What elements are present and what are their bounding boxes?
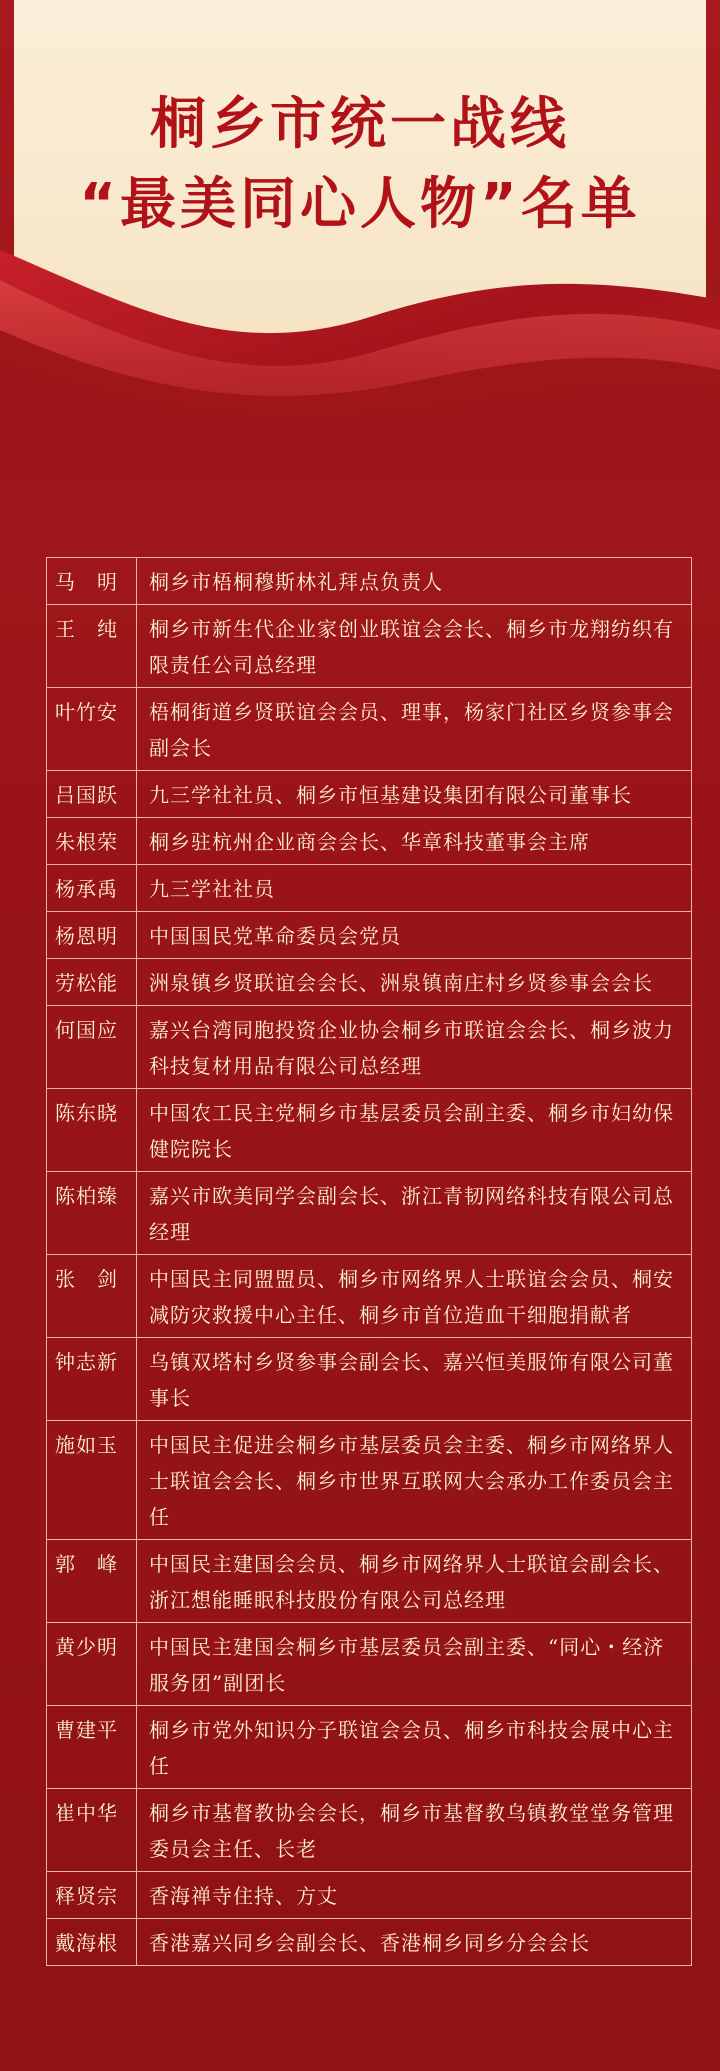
- table-row: [47, 1789, 691, 1872]
- person-name: 黄少明: [47, 1623, 137, 1705]
- person-description: 九三学社社员、桐乡市恒基建设集团有限公司董事长: [149, 783, 632, 807]
- table-row: [47, 1919, 691, 1965]
- person-name: 张 剑: [47, 1255, 137, 1337]
- table-row: [47, 688, 691, 771]
- person-description: 香港嘉兴同乡会副会长、香港桐乡同乡分会会长: [149, 1931, 590, 1955]
- person-description: 九三学社社员: [149, 877, 275, 901]
- person-description: 中国民主建国会会员、桐乡市网络界人士联谊会副会长、浙江想能睡眠科技股份有限公司总经理: [149, 1552, 674, 1612]
- person-name: 朱根荣: [47, 818, 137, 864]
- person-name: 马 明: [47, 558, 137, 604]
- table-row: [47, 605, 691, 688]
- person-name: 崔中华: [47, 1789, 137, 1871]
- person-name: 郭 峰: [47, 1540, 137, 1622]
- person-description: 嘉兴台湾同胞投资企业协会桐乡市联谊会会长、桐乡波力科技复材用品有限公司总经理: [149, 1018, 674, 1078]
- table-row: [47, 865, 691, 912]
- person-name: 吕国跃: [47, 771, 137, 817]
- person-description: 香海禅寺住持、方丈: [149, 1884, 338, 1908]
- person-name: 杨恩明: [47, 912, 137, 958]
- table-row: [47, 1172, 691, 1255]
- person-description: 梧桐街道乡贤联谊会会员、理事，杨家门社区乡贤参事会副会长: [149, 700, 674, 760]
- table-row: [47, 1089, 691, 1172]
- red-silk-ribbon: [0, 240, 720, 480]
- person-description: 嘉兴市欧美同学会副会长、浙江青韧网络科技有限公司总经理: [149, 1184, 674, 1244]
- person-description: 桐乡市新生代企业家创业联谊会会长、桐乡市龙翔纺织有限责任公司总经理: [149, 617, 674, 677]
- table-row: [47, 558, 691, 605]
- person-description: 中国民主促进会桐乡市基层委员会主委、桐乡市网络界人士联谊会会长、桐乡市世界互联网大会承办工作委员会主任: [149, 1433, 674, 1529]
- person-description: 桐乡市梧桐穆斯林礼拜点负责人: [149, 570, 443, 594]
- person-description: 中国农工民主党桐乡市基层委员会副主委、桐乡市妇幼保健院院长: [149, 1101, 674, 1161]
- person-name: 陈柏臻: [47, 1172, 137, 1254]
- table-row: [47, 912, 691, 959]
- person-description: 中国民主同盟盟员、桐乡市网络界人士联谊会会员、桐安减防灾救援中心主任、桐乡市首位造血干细胞捐献者: [149, 1267, 674, 1327]
- table-row: [47, 1872, 691, 1919]
- person-description: 桐乡市基督教协会会长，桐乡市基督教乌镇教堂堂务管理委员会主任、长老: [149, 1801, 674, 1861]
- person-name: 杨承禹: [47, 865, 137, 911]
- person-description: 乌镇双塔村乡贤参事会副会长、嘉兴恒美服饰有限公司董事长: [149, 1350, 674, 1410]
- person-name: 释贤宗: [47, 1872, 137, 1918]
- person-description: 中国国民党革命委员会党员: [149, 924, 401, 948]
- name-list-table: [46, 557, 692, 1966]
- page-title: 桐乡市统一战线: [150, 92, 570, 157]
- page-subtitle: “最美同心人物”名单: [79, 172, 641, 237]
- table-row: [47, 818, 691, 865]
- table-row: [47, 1623, 691, 1706]
- table-row: [47, 1421, 691, 1540]
- table-row: [47, 771, 691, 818]
- table-row: [47, 1255, 691, 1338]
- person-name: 戴海根: [47, 1919, 137, 1965]
- person-name: 施如玉: [47, 1421, 137, 1539]
- person-name: 王 纯: [47, 605, 137, 687]
- table-row: [47, 959, 691, 1006]
- person-description: 桐乡驻杭州企业商会会长、华章科技董事会主席: [149, 830, 590, 854]
- table-row: [47, 1706, 691, 1789]
- person-name: 钟志新: [47, 1338, 137, 1420]
- person-description: 中国民主建国会桐乡市基层委员会副主委、“同心・经济服务团”副团长: [149, 1635, 665, 1695]
- person-name: 何国应: [47, 1006, 137, 1088]
- person-name: 陈东晓: [47, 1089, 137, 1171]
- table-row: [47, 1540, 691, 1623]
- person-name: 叶竹安: [47, 688, 137, 770]
- person-name: 曹建平: [47, 1706, 137, 1788]
- person-name: 劳松能: [47, 959, 137, 1005]
- person-description: 洲泉镇乡贤联谊会会长、洲泉镇南庄村乡贤参事会会长: [149, 971, 653, 995]
- table-row: [47, 1338, 691, 1421]
- table-row: [47, 1006, 691, 1089]
- person-description: 桐乡市党外知识分子联谊会会员、桐乡市科技会展中心主任: [149, 1718, 674, 1778]
